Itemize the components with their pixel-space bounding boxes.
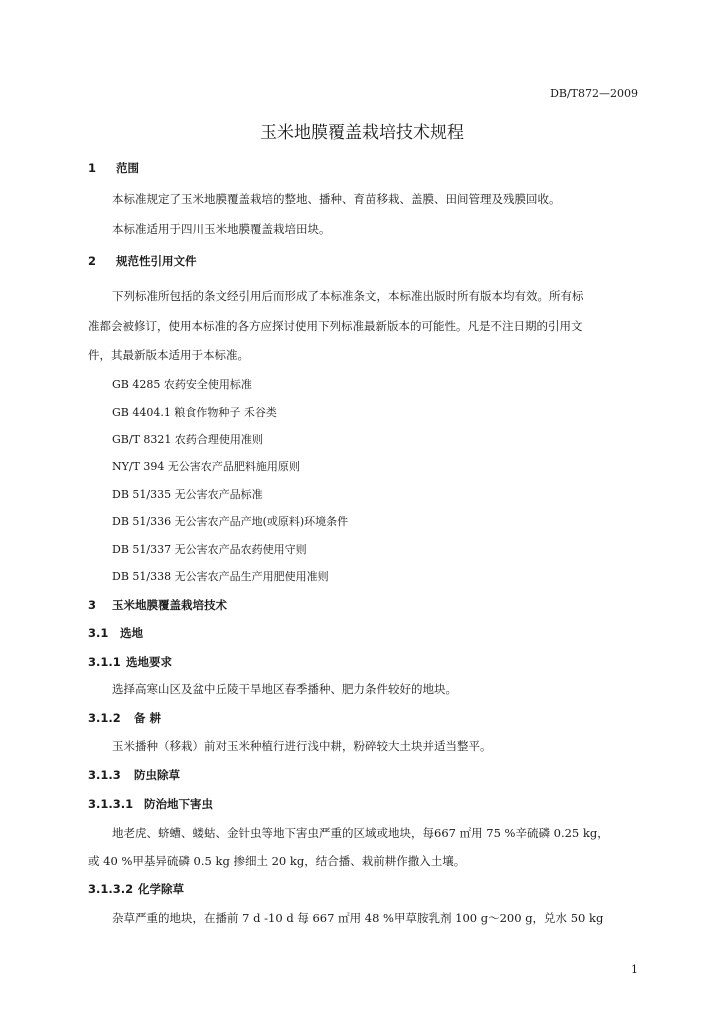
section-title: 备 耕 <box>134 711 162 725</box>
section-number: 2 <box>88 254 97 268</box>
reference-item: DB 51/338 无公害农产品生产用肥使用准则 <box>112 570 329 583</box>
paragraph: 本标准适用于四川玉米地膜覆盖栽培田块。 <box>112 222 331 236</box>
paragraph-line: 或 40 %甲基异硫磷 0.5 kg 掺细土 20 kg，结合播、栽前耕作撒入土壤。 <box>88 854 466 868</box>
page-number: 1 <box>631 963 638 976</box>
section-title: 选地要求 <box>126 655 172 669</box>
paragraph-line: 杂草严重的地块，在播前 7 d -10 d 每 667 ㎡用 48 %甲草胺乳剂 100 g～200 g，兑水 50 kg <box>112 911 604 925</box>
reference-item: GB 4404.1 粮食作物种子 禾谷类 <box>112 406 277 419</box>
section-number: 1 <box>88 161 97 175</box>
section-1-heading <box>88 160 139 176</box>
reference-item: GB/T 8321 农药合理使用准则 <box>112 433 263 446</box>
section-title: 防虫除草 <box>134 768 180 782</box>
reference-item: DB 51/336 无公害农产品产地(或原料)环境条件 <box>112 515 349 528</box>
section-3-1-2-heading <box>88 710 161 726</box>
section-title: 化学除草 <box>138 882 184 896</box>
section-title: 规范性引用文件 <box>116 254 197 268</box>
section-title: 范围 <box>116 161 139 175</box>
paragraph: 玉米播种（移栽）前对玉米种植行进行浅中耕，粉碎较大土块并适当整平。 <box>112 739 492 753</box>
section-3-1-3-2-heading <box>88 881 184 897</box>
section-title: 玉米地膜覆盖栽培技术 <box>112 598 227 612</box>
section-3-heading <box>88 597 227 613</box>
section-number: 3.1.3.2 <box>88 882 134 896</box>
reference-item: GB 4285 农药安全使用标准 <box>112 378 252 391</box>
section-number: 3.1.1 <box>88 655 121 669</box>
section-title: 选地 <box>120 626 143 640</box>
section-title: 防治地下害虫 <box>144 797 213 811</box>
reference-item: NY/T 394 无公害农产品肥料施用原则 <box>112 460 300 473</box>
document-code: DB/T872—2009 <box>550 87 638 100</box>
paragraph-line: 件，其最新版本适用于本标准。 <box>88 348 249 362</box>
paragraph-line: 下列标准所包括的条文经引用后而形成了本标准条文，本标准出版时所有版本均有效。所有标 <box>112 289 584 303</box>
reference-item: DB 51/337 无公害农产品农药使用守则 <box>112 543 307 556</box>
section-number: 3.1.3.1 <box>88 797 134 811</box>
section-number: 3.1.2 <box>88 711 121 725</box>
section-number: 3 <box>88 598 97 612</box>
section-number: 3.1 <box>88 626 109 640</box>
paragraph: 本标准规定了玉米地膜覆盖栽培的整地、播种、育苗移栽、盖膜、田间管理及残膜回收。 <box>112 192 561 206</box>
section-2-heading <box>88 253 197 269</box>
paragraph-line: 准都会被修订，使用本标准的各方应探讨使用下列标准最新版本的可能性。凡是不注日期的引用文 <box>88 319 583 333</box>
section-3-1-1-heading <box>88 654 172 670</box>
section-number: 3.1.3 <box>88 768 121 782</box>
paragraph-line: 地老虎、蛴螬、蝼蛄、金针虫等地下害虫严重的区域或地块，每667 ㎡用 75 %辛硫磷 0.25 kg， <box>112 826 609 840</box>
section-3-1-3-1-heading <box>88 796 213 812</box>
document-title: 玉米地膜覆盖栽培技术规程 <box>260 123 464 143</box>
section-3-1-heading <box>88 625 143 641</box>
section-3-1-3-heading <box>88 767 180 783</box>
reference-item: DB 51/335 无公害农产品标准 <box>112 488 263 501</box>
paragraph: 选择高寒山区及盆中丘陵干旱地区春季播种、肥力条件较好的地块。 <box>112 682 457 696</box>
